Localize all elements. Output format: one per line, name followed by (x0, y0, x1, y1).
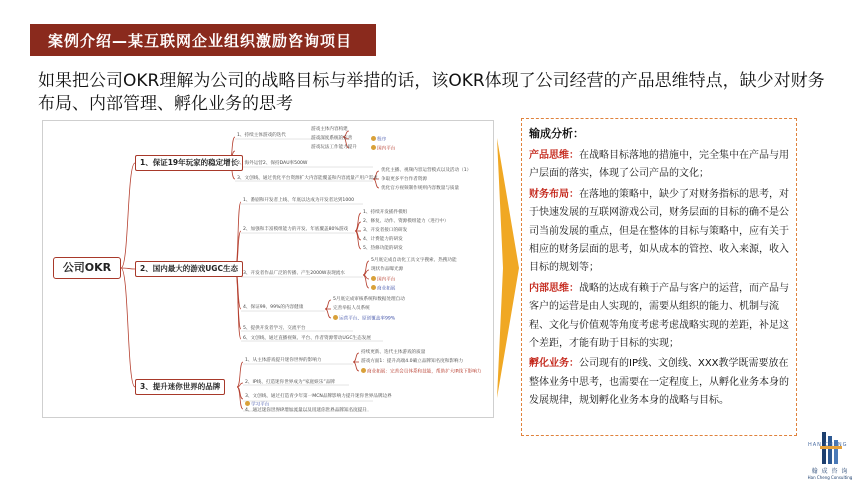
analysis-product: 产品思维：在战略目标落地的措施中，完全集中在产品与用户层面的落实，体现了公司产品的文化； (529, 150, 789, 180)
person-icon (371, 145, 376, 150)
analysis-finance: 财务布局：在落地的策略中，缺少了对财务指标的思考，对于快速发展的互联网游戏公司，财务层面的目标的确不是公司当前发展的重点，但是在整体的目标与策略中，应有关于相应的财务层面的思考，如从成本的管控、收入来源，收入目标的规划等； (529, 188, 789, 274)
tag: 商业拓展：完善会员体系和技能，帮助扩大IP线下影响力 (361, 368, 481, 376)
leaf: 2、海外运营2、保持DAU率500W (237, 161, 308, 166)
person-icon (361, 368, 366, 373)
person-icon (371, 136, 376, 141)
leaf: 4、保证99、99%的内容健康 (243, 305, 304, 310)
branch-brand: 3、提升迷你世界的品牌 (135, 379, 225, 395)
tag: 国内平台 (371, 145, 395, 153)
leaf: 争取更多平台作者资源 (381, 177, 427, 182)
leaf: 1、番剧和开发者上线、年底以达成为开发者达到1000 (243, 198, 355, 203)
leaf: 1、持续开发插件模组 (363, 210, 408, 215)
tag: 国内平台 (371, 276, 395, 284)
tag: 程序 (371, 136, 386, 144)
person-icon (245, 401, 250, 406)
right-arrow-icon (497, 138, 519, 398)
leaf: 3、开发者接口的研发 (363, 228, 408, 233)
logo-name-cn: 翰 成 咨 询 (811, 468, 849, 475)
leaf: 3、文创线、通过优化平台资源扩大内容能覆盖和内容流量产用户需求 (237, 176, 378, 181)
analysis-incubation: 孵化业务：公司现有的IP线、文创线、XXX教学既需要放在整体业务中思考，也需要在一定程度上，从孵化业务本身的发展规律，规划孵化业务本身的战略与目标。 (529, 358, 789, 407)
person-icon (371, 276, 376, 281)
leaf: 持续更新、迭代主体游戏的质量 (361, 350, 426, 355)
tag: 学习平台 (245, 401, 269, 409)
headline: 如果把公司OKR理解为公司的战略目标与举措的话，该OKR体现了公司经营的产品思维特点，缺少对财务布局、内部管理、孵化业务的思考 (38, 71, 825, 114)
person-icon (333, 315, 338, 320)
leaf: 4、计费能力的研发 (363, 237, 403, 242)
leaf: 1、从主体游戏提升迷你世界的影响力 (245, 358, 322, 363)
leaf: 5、热修功能的研发 (363, 246, 403, 251)
tag: 商业拓展 (371, 285, 395, 293)
leaf: 完善举报人员系统 (333, 306, 370, 311)
leaf: 5、提供开发者学习、交流平台 (243, 326, 306, 331)
leaf: 优化主播、视频内容运营模式以及活动（1） (381, 168, 472, 173)
banner-title: 案例介绍—某互联网企业组织激励咨询项目 (48, 32, 353, 50)
leaf: 2、修复、动作、资源模组能力（进行中） (363, 219, 449, 224)
leaf: 2、加强和丰富模组能力的开发、年底覆盖80%游戏 (243, 227, 349, 232)
logo-mark-icon (820, 432, 842, 464)
branch-ugc-ecosystem: 2、国内最大的游戏UGC生态 (135, 261, 243, 277)
logo-wordmark: HAN CHENG (808, 442, 848, 448)
leaf: 2、IP线、打造迷你世界成为“家庭娱乐”品牌 (245, 380, 335, 385)
leaf: 游戏深度系统的完善 (311, 136, 353, 141)
leaf: 5月底完成自动化工具文字搜索、热搜功能 (371, 258, 457, 263)
analysis-panel (521, 118, 797, 436)
leaf: 3、开发者作品广泛的传播、产生2000W表现流水 (243, 271, 345, 276)
leaf: 游戏主体内容构建 (311, 127, 348, 132)
mindmap-root: 公司OKR (53, 257, 121, 279)
leaf: 现状作品曝光源 (371, 267, 404, 272)
leaf: 6、文创线、通过直播视频、平台、作者资源带动UGC生态发展 (243, 336, 371, 341)
title-banner (30, 24, 376, 56)
analysis-heading: 输成分析： (529, 127, 584, 140)
analysis-internal: 内部思维：战略的达成有赖于产品与客户的运营，而产品与客户的运营是由人实现的，需要从组织的能力、机制与流程、文化与价值观等角度考虑考虑战略实现的差距，补足这个差距，才能有助于目标的实现； (529, 282, 789, 350)
okr-mindmap (42, 120, 494, 418)
leaf: 1、持续主体游戏的迭代 (237, 133, 286, 138)
tag: 运营平台、原创覆盖率99% (333, 315, 395, 323)
person-icon (371, 285, 376, 290)
leaf: 游戏方面1：提升高端4.0确立品牌知名度和影响力 (361, 359, 464, 364)
leaf: 游戏玩法工作能力提升 (311, 145, 357, 150)
leaf: 3、文创线、通过打造青少年第一MCN品牌影响力提升迷你世界品牌边界 (245, 394, 392, 399)
leaf: 4、通过迷你世界IP增加流量以及用迷你世界品牌知名度提升 (245, 408, 367, 413)
company-logo (806, 426, 854, 484)
leaf: 优化官方视频制作规则内容数量与质量 (381, 186, 460, 191)
logo-name-en: Han Cheng Consulting (807, 475, 853, 480)
branch-stable-growth: 1、保证19年玩家的稳定增长 (135, 155, 243, 171)
leaf: 5月底完成审核系统和数据处理自动 (333, 297, 405, 302)
